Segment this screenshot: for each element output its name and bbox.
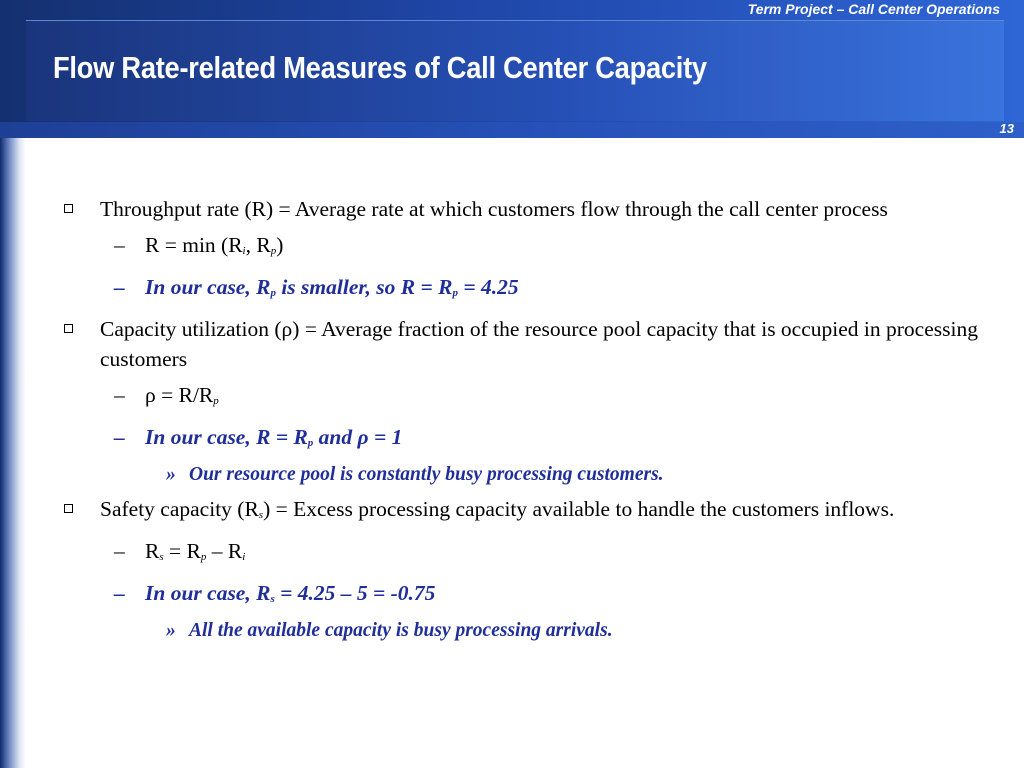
subscript: p xyxy=(213,395,219,407)
subscript: s xyxy=(258,509,264,521)
square-bullet-icon xyxy=(64,504,73,513)
header-label: Term Project – Call Center Operations xyxy=(747,1,1000,17)
utilization-note xyxy=(62,462,982,488)
safety-definition: ) = Excess processing capacity available to handle the customers inflows. xyxy=(263,497,895,521)
formula-text: ρ = R/R xyxy=(145,383,214,407)
dash-marker: – xyxy=(114,425,125,449)
utilization-case xyxy=(62,422,982,458)
dash-marker: – xyxy=(114,233,125,257)
page-title: Flow Rate-related Measures of Call Center Capacity xyxy=(53,50,707,85)
case-text: = 4.25 – 5 = -0.75 xyxy=(274,581,436,605)
dash-marker: – xyxy=(114,581,125,605)
subscript: p xyxy=(270,287,276,299)
throughput-case xyxy=(62,272,982,308)
throughput-formula xyxy=(62,230,982,266)
subscript: i xyxy=(242,551,246,563)
case-text: and ρ = 1 xyxy=(313,425,403,449)
bullet-utilization xyxy=(62,314,982,374)
subscript: i xyxy=(242,245,246,257)
utilization-formula xyxy=(62,380,982,416)
safety-definition: Safety capacity (R xyxy=(100,497,259,521)
page-number: 13 xyxy=(999,121,1014,136)
dash-marker: – xyxy=(114,539,125,563)
formula-text: ) xyxy=(276,233,284,257)
formula-text: – R xyxy=(206,539,243,563)
note-text: Our resource pool is constantly busy processing customers. xyxy=(189,464,664,485)
formula-text: = R xyxy=(163,539,201,563)
bullet-throughput xyxy=(62,194,982,224)
dash-marker: – xyxy=(114,383,125,407)
note-text: All the available capacity is busy processing arrivals. xyxy=(189,620,613,641)
case-text: = 4.25 xyxy=(457,275,519,299)
safety-note xyxy=(62,618,982,644)
case-text: In our case, R = R xyxy=(145,425,308,449)
chevron-marker: » xyxy=(166,464,176,485)
formula-text: , R xyxy=(245,233,271,257)
square-bullet-icon xyxy=(64,204,73,213)
formula-text: R xyxy=(145,539,160,563)
safety-case xyxy=(62,578,982,614)
case-text: In our case, R xyxy=(145,581,271,605)
throughput-definition: Throughput rate (R) = Average rate at which customers flow through the call center process xyxy=(100,197,888,221)
subscript: s xyxy=(270,593,275,605)
formula-text: R = min (R xyxy=(145,233,243,257)
header-underline-bar xyxy=(0,122,1024,138)
utilization-definition: Capacity utilization (ρ) = Average fraction of the resource pool capacity that is occupied in processing customers xyxy=(100,317,978,371)
subscript: p xyxy=(200,551,207,563)
bullet-safety xyxy=(62,494,982,530)
case-text: In our case, R xyxy=(145,275,271,299)
square-bullet-icon xyxy=(64,324,73,333)
slide-content xyxy=(62,194,982,644)
chevron-marker: » xyxy=(166,620,176,641)
subscript: p xyxy=(270,245,277,257)
case-text: is smaller, so R = R xyxy=(275,275,453,299)
subscript: p xyxy=(452,287,458,299)
safety-formula xyxy=(62,536,982,572)
subscript: p xyxy=(307,437,314,449)
subscript: s xyxy=(159,551,164,563)
dash-marker: – xyxy=(114,275,125,299)
